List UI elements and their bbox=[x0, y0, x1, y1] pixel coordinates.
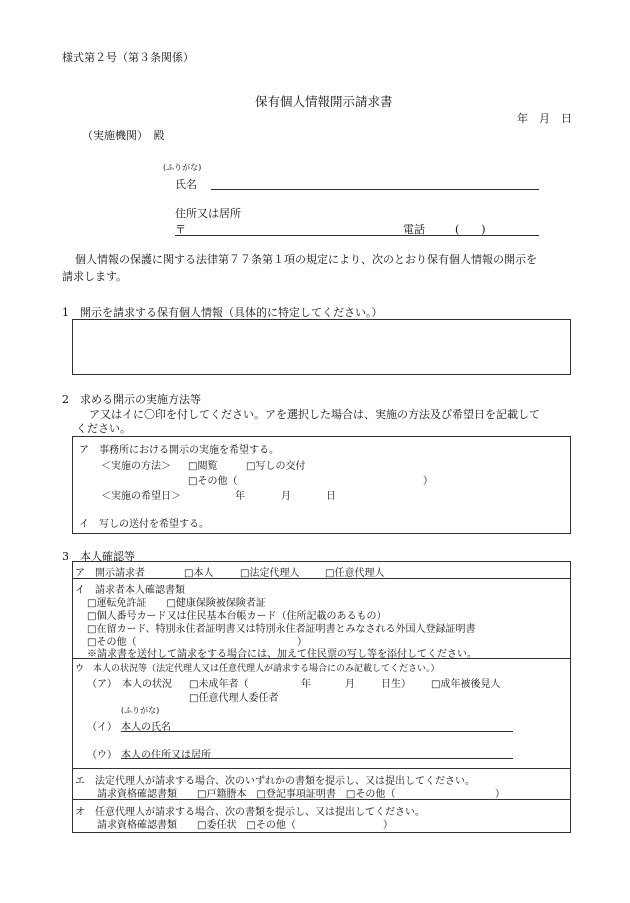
minor-checkbox[interactable]: □未成年者（ bbox=[189, 679, 249, 690]
form-label: 様式第２号（第３条関係） bbox=[62, 51, 194, 64]
minor-birth-month: 月 bbox=[345, 679, 355, 690]
name-label: 氏名 bbox=[175, 178, 197, 191]
method-other-close: ） bbox=[423, 476, 433, 487]
name-field[interactable] bbox=[211, 189, 539, 190]
mail-copy-option[interactable]: イ 写しの送付を希望する。 bbox=[79, 519, 209, 530]
date-wish-month: 月 bbox=[281, 491, 291, 502]
principal-address-marker: （ウ） bbox=[87, 750, 117, 761]
furigana-label: (ふりがな) bbox=[163, 163, 202, 172]
principal-address-field[interactable] bbox=[121, 758, 513, 759]
requested-info-box[interactable] bbox=[72, 319, 571, 375]
date-line: 年 月 日 bbox=[517, 112, 572, 125]
principal-status-label: ウ 本人の状況等（法定代理人又は任意代理人が請求する場合にのみ記載してください。） bbox=[75, 664, 440, 674]
divider-a bbox=[73, 578, 570, 579]
method-copy-checkbox[interactable]: □写しの交付 bbox=[246, 461, 306, 472]
phone-label: 電話 bbox=[403, 223, 425, 236]
principal-address-label: 本人の住所又は居所 bbox=[121, 750, 211, 761]
legal-agent-docs-line[interactable]: 請求資格確認書類 □戸籍謄本 □登記事項証明書 □その他（ bbox=[97, 789, 396, 800]
voluntary-agent-docs-label: オ 任意代理人が請求する場合、次の書類を提示し、又は提出してください。 bbox=[75, 807, 425, 818]
section-2-heading: 2 求める開示の実施方法等 bbox=[62, 393, 201, 406]
date-wish-year: 年 bbox=[235, 491, 245, 502]
requester-self-checkbox[interactable]: □本人 bbox=[184, 568, 214, 579]
divider-d bbox=[73, 799, 570, 800]
address-label: 住所又は居所 bbox=[175, 207, 241, 220]
document-title: 保有個人情報開示請求書 bbox=[255, 94, 393, 109]
method-view-checkbox[interactable]: □閲覧 bbox=[188, 461, 218, 472]
method-label: ＜実施の方法＞ bbox=[101, 461, 171, 472]
date-wish-label: ＜実施の希望日＞ bbox=[101, 491, 181, 502]
office-disclosure-option[interactable]: ア 事務所における開示の実施を希望する。 bbox=[79, 445, 279, 456]
principal-name-marker: （イ） bbox=[87, 722, 117, 733]
date-wish-day: 日 bbox=[326, 491, 336, 502]
section-3-heading: 3 本人確認等 bbox=[62, 550, 135, 563]
addressee: （実施機関） 殿 bbox=[82, 129, 165, 142]
method-other-checkbox[interactable]: □その他（ bbox=[188, 476, 238, 487]
requester-voluntary-agent-checkbox[interactable]: □任意代理人 bbox=[325, 568, 385, 579]
voluntary-principal-checkbox[interactable]: □任意代理人委任者 bbox=[189, 693, 279, 704]
requester-type-label: ア 開示請求者 bbox=[75, 568, 145, 579]
section-2-instruction-1: ア又はイに〇印を付してください。アを選択した場合は、実施の方法及び希望日を記載して bbox=[89, 408, 540, 421]
principal-name-field[interactable] bbox=[121, 731, 513, 732]
legal-agent-docs-label: エ 法定代理人が請求する場合、次のいずれかの書類を提示し、又は提出してください。 bbox=[75, 776, 475, 787]
principal-name-label: 本人の氏名 bbox=[121, 722, 171, 733]
id-doc-line-3[interactable]: □在留カード、特別永住者証明書又は特別永住者証明書とみなされる外国人登録証明書 bbox=[87, 624, 476, 635]
id-doc-other-close: ） bbox=[297, 637, 307, 648]
address-field[interactable] bbox=[175, 235, 539, 236]
section-2-instruction-2: ください。 bbox=[76, 422, 131, 435]
id-doc-line-1[interactable]: □運転免許証 □健康保険被保険者証 bbox=[87, 598, 266, 609]
voluntary-agent-docs-close: ） bbox=[383, 820, 393, 831]
minor-birth-day: 日生） bbox=[381, 679, 411, 690]
divider-b bbox=[73, 658, 570, 659]
legal-agent-docs-close: ） bbox=[495, 789, 505, 800]
principal-status-sub: （ア） 本人の状況 bbox=[87, 679, 172, 690]
requester-legal-agent-checkbox[interactable]: □法定代理人 bbox=[240, 568, 300, 579]
principal-furigana-label: (ふりがな) bbox=[121, 706, 160, 715]
postal-mark: 〒 bbox=[175, 223, 186, 236]
method-box bbox=[72, 436, 571, 534]
minor-birth-year: 年 bbox=[301, 679, 311, 690]
id-doc-line-2[interactable]: □個人番号カード又は住民基本台帳カード（住所記載のあるもの） bbox=[87, 611, 387, 622]
voluntary-agent-docs-line[interactable]: 請求資格確認書類 □委任状 □その他（ bbox=[97, 820, 296, 831]
adult-ward-checkbox[interactable]: □成年被後見人 bbox=[431, 679, 501, 690]
section-1-heading: 1 開示を請求する保有個人情報（具体的に特定してください。） bbox=[62, 306, 383, 319]
intro-line-1: 個人情報の保護に関する法律第７７条第１項の規定により、次のとおり保有個人情報の開示を bbox=[75, 253, 537, 266]
id-doc-other-checkbox[interactable]: □その他（ bbox=[87, 637, 137, 648]
id-documents-label: イ 請求者本人確認書類 bbox=[75, 585, 185, 596]
intro-line-2: 請求します。 bbox=[62, 270, 128, 283]
id-doc-note: ※請求書を送付して請求をする場合には、加えて住民票の写し等を添付してください。 bbox=[87, 649, 477, 660]
identity-box bbox=[72, 561, 571, 833]
divider-c bbox=[73, 768, 570, 769]
phone-paren: ( ) bbox=[455, 223, 486, 236]
